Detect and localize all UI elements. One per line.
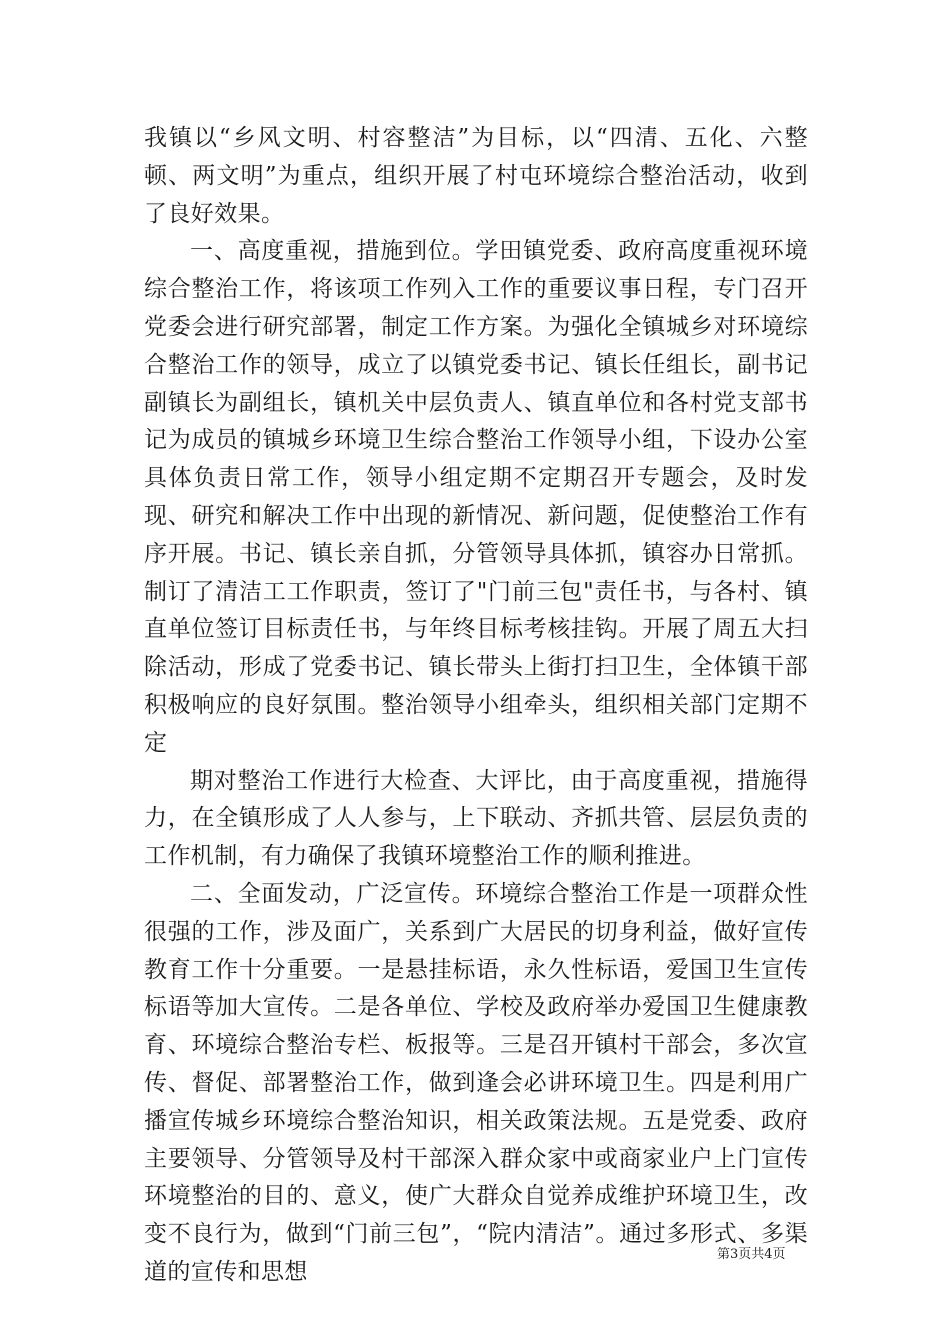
- paragraph-intro: 我镇以“乡风文明、村容整洁”为目标，以“四清、五化、六整顿、两文明”为重点，组织开展了村屯环境综合整治活动，收到了良好效果。: [144, 125, 808, 227]
- paragraph-section-two: 二、全面发动，广泛宣传。环境综合整治工作是一项群众性很强的工作，涉及面广，关系到广大居民的切身利益，做好宣传教育工作十分重要。一是悬挂标语，永久性标语，爱国卫生宣传标语等加大宣传。二是各单位、学校及政府举办爱国卫生健康教育、环境综合整治专栏、板报等。三是召开镇村干部会，多次宣传、督促、部署整治工作，做到逢会必讲环境卫生。四是利用广播宣传城乡环境综合整治知识，相关政策法规。五是党委、政府主要领导、分管领导及村干部深入群众家中或商家业户上门宣传环境整治的目的、意义，使广大群众自觉养成维护环境卫生，改变不良行为，做到“门前三包”，“院内清洁”。通过多形式、多渠道的宣传和思想: [144, 880, 808, 1285]
- paragraph-section-one-continued: 期对整治工作进行大检查、大评比，由于高度重视，措施得力，在全镇形成了人人参与，上下联动、齐抓共管、层层负责的工作机制，有力确保了我镇环境整治工作的顺利推进。: [144, 767, 808, 870]
- paragraph-section-one: 一、高度重视，措施到位。学田镇党委、政府高度重视环境综合整治工作，将该项工作列入工作的重要议事日程，专门召开党委会进行研究部署，制定工作方案。为强化全镇城乡对环境综合整治工作的领导，成立了以镇党委书记、镇长任组长，副书记副镇长为副组长，镇机关中层负责人、镇直单位和各村党支部书记为成员的镇城乡环境卫生综合整治工作领导小组，下设办公室具体负责日常工作，领导小组定期不定期召开专题会，及时发现、研究和解决工作中出现的新情况、新问题，促使整治工作有序开展。书记、镇长亲自抓，分管领导具体抓，镇容办日常抓。制订了清洁工工作职责，签订了"门前三包"责任书，与各村、镇直单位签订目标责任书，与年终目标考核挂钩。开展了周五大扫除活动，形成了党委书记、镇长带头上街打扫卫生，全体镇干部积极响应的良好氛围。整治领导小组牵头，组织相关部门定期不定: [144, 238, 808, 756]
- page-number-footer: 第3页共4页: [717, 1247, 786, 1262]
- document-body: [144, 120, 808, 1292]
